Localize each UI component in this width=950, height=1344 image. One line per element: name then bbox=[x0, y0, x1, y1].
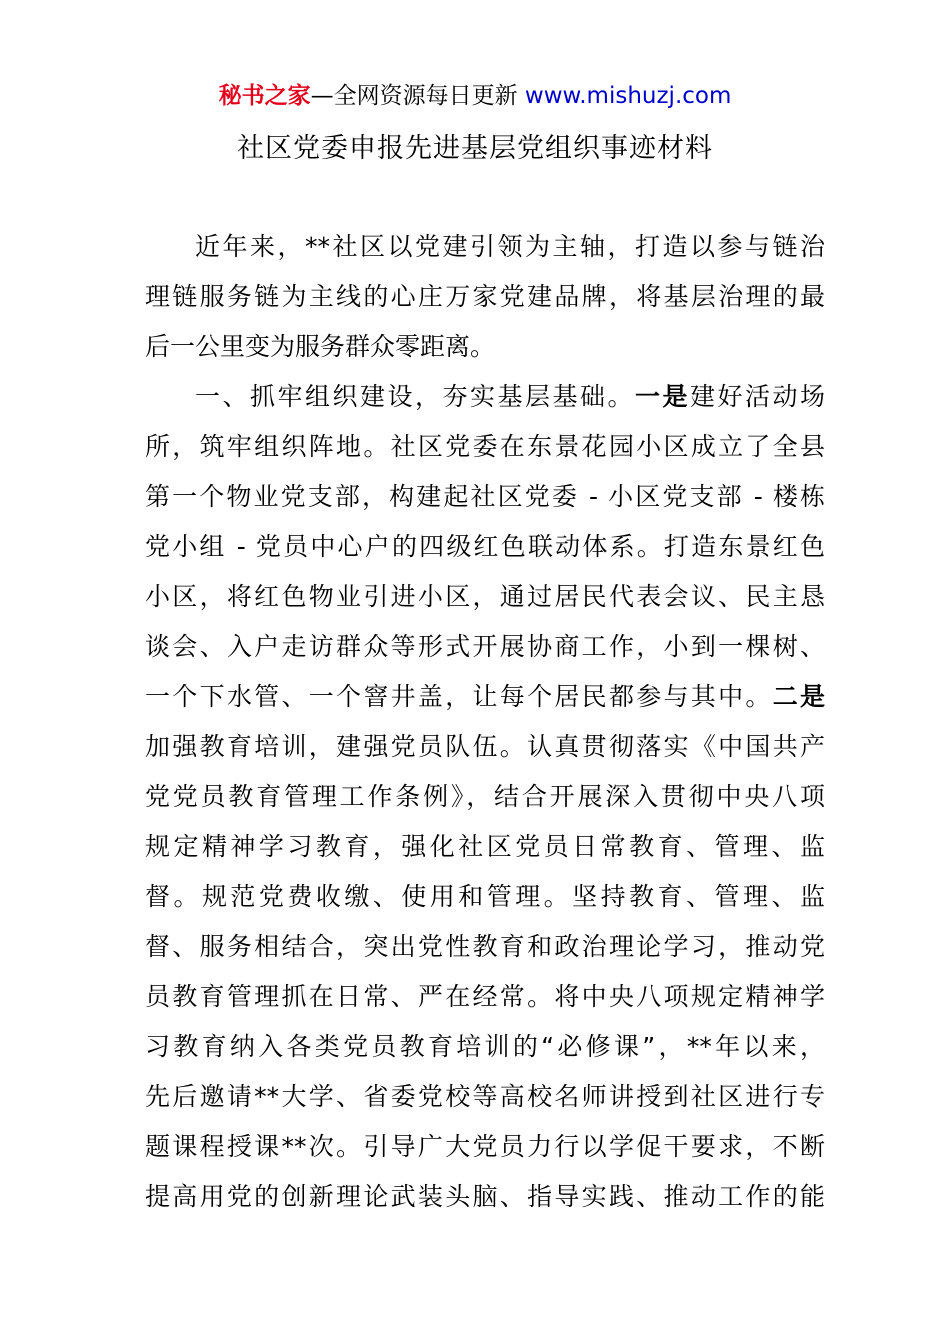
site-tagline: —全网资源每日更新 bbox=[310, 83, 525, 109]
paragraph-2-line-5: 小区，将红色物业引进小区，通过居民代表会议、民主恳 bbox=[145, 582, 825, 611]
paragraph-2-line-8: 加强教育培训，建强党员队伍。认真贯彻落实《中国共产 bbox=[145, 732, 825, 761]
bold-marker-er-shi: 二是 bbox=[772, 682, 825, 711]
paragraph-2-line-17: 提高用党的创新理论武装头脑、指导实践、推动工作的能 bbox=[145, 1182, 825, 1211]
paragraph-2-line-13: 员教育管理抓在日常、严在经常。将中央八项规定精神学 bbox=[145, 982, 825, 1011]
paragraph-2-line-2: 所，筑牢组织阵地。社区党委在东景花园小区成立了全县 bbox=[145, 432, 825, 461]
site-brand: 秘书之家 bbox=[218, 83, 311, 109]
document-title: 社区党委申报先进基层党组织事迹材料 bbox=[237, 133, 713, 164]
paragraph-1-line-1: 近年来，**社区以党建引领为主轴，打造以参与链治 bbox=[195, 232, 825, 261]
paragraph-1-line-3: 后一公里变为服务群众零距离。 bbox=[145, 332, 496, 361]
document-body bbox=[145, 222, 825, 1222]
paragraph-2-line-1 bbox=[145, 372, 825, 422]
paragraph-2-line-7-text: 一个下水管、一个窨井盖，让每个居民都参与其中。 bbox=[145, 682, 773, 711]
bold-marker-yi-shi: 一是 bbox=[634, 382, 690, 411]
paragraph-2-line-16: 题课程授课**次。引导广大党员力行以学促干要求，不断 bbox=[145, 1132, 825, 1161]
site-url-link[interactable]: www.mishuzj.com bbox=[524, 83, 732, 109]
section-heading-one: 一、抓牢组织建设，夯实基层基础。 bbox=[195, 382, 635, 411]
paragraph-1-line-2: 理链服务链为主线的心庄万家党建品牌，将基层治理的最 bbox=[145, 282, 825, 311]
paragraph-2-line-14: 习教育纳入各类党员教育培训的“必修课”，**年以来， bbox=[145, 1032, 825, 1061]
paragraph-2-line-11: 督。规范党费收缴、使用和管理。坚持教育、管理、监 bbox=[145, 882, 825, 911]
paragraph-2-line-15: 先后邀请**大学、省委党校等高校名师讲授到社区进行专 bbox=[145, 1082, 825, 1111]
paragraph-2-line-3: 第一个物业党支部，构建起社区党委 - 小区党支部 - 楼栋 bbox=[145, 482, 825, 511]
paragraph-2-line-7 bbox=[145, 672, 825, 722]
paragraph-2-line-12: 督、服务相结合，突出党性教育和政治理论学习，推动党 bbox=[145, 932, 825, 961]
site-header bbox=[0, 80, 950, 112]
paragraph-2-line-9: 党党员教育管理工作条例》，结合开展深入贯彻中央八项 bbox=[145, 782, 825, 811]
paragraph-2-line-6: 谈会、入户走访群众等形式开展协商工作，小到一棵树、 bbox=[145, 632, 825, 661]
paragraph-2-line-1-suffix: 建好活动场 bbox=[689, 382, 825, 411]
paragraph-2-line-4: 党小组 - 党员中心户的四级红色联动体系。打造东景红色 bbox=[145, 532, 825, 561]
paragraph-2-line-10: 规定精神学习教育，强化社区党员日常教育、管理、监 bbox=[145, 832, 825, 861]
